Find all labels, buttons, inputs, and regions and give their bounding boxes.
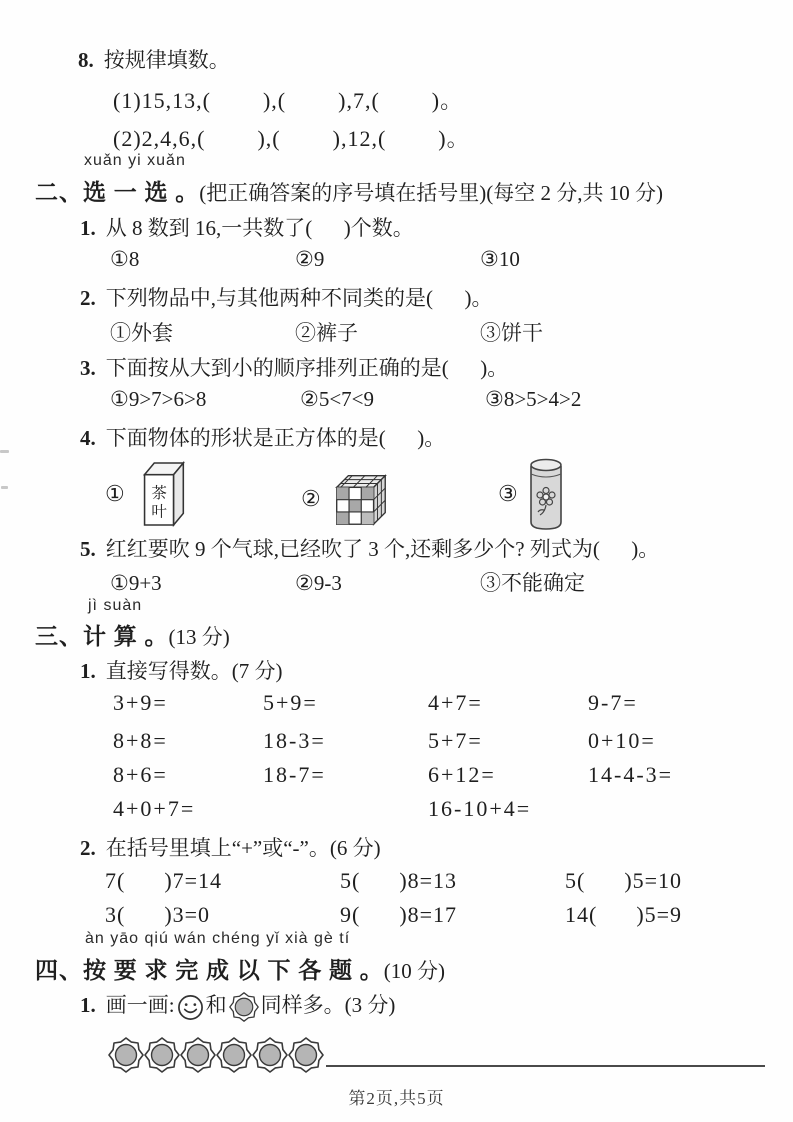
option-3: ③10 — [480, 247, 520, 271]
question-text-middle: 和 — [205, 993, 227, 1017]
question-number: 2. — [80, 836, 96, 860]
question-number: 1. — [80, 659, 96, 683]
question-8-line-1: (1)15,13,( ),( ),7,( )。 — [113, 88, 464, 113]
fill-row-1 — [105, 868, 682, 894]
calc-item: 4+0+7= — [113, 796, 196, 821]
option-2: ②5<7<9 — [300, 387, 375, 411]
section-2-pinyin: xuǎn yi xuǎn — [84, 152, 186, 169]
section-3-title: 三、计 算 。 — [35, 624, 169, 649]
question-text: 下列物品中,与其他两种不同类的是( )。 — [105, 286, 493, 310]
figure-option-1 — [105, 454, 301, 534]
figure-option-3 — [498, 454, 568, 534]
option-1: ①9+3 — [110, 571, 162, 595]
option-2: ②9-3 — [295, 571, 342, 595]
scan-artifact — [0, 450, 9, 453]
calc-item: 18-3= — [263, 728, 326, 753]
question-8-number: 8. — [78, 48, 94, 72]
question-text: 下面物体的形状是正方体的是( )。 — [105, 426, 446, 450]
question-8-title: 按规律填数。 — [103, 48, 230, 72]
calc-item: 5+7= — [428, 728, 483, 753]
section-3-header — [35, 618, 230, 651]
calc-item: 4+7= — [428, 690, 483, 715]
section-4-title: 四、按 要 求 完 成 以 下 各 题 。 — [35, 958, 384, 983]
option-2: ②裤子 — [295, 321, 358, 345]
section-2-header — [35, 174, 663, 207]
calc-item: 8+6= — [113, 762, 168, 787]
question-s2-2-options — [110, 317, 543, 347]
calc-item: 8+8= — [113, 728, 168, 753]
question-text-after: 同样多。(3 分) — [260, 993, 396, 1017]
question-8-line-2: (2)2,4,6,( ),( ),12,( )。 — [113, 126, 470, 151]
question-s3-2 — [80, 832, 381, 862]
section-2-note: (把正确答案的序号填在括号里)(每空 2 分,共 10 分) — [199, 181, 663, 205]
calc-row-4 — [113, 796, 588, 822]
badge-row — [108, 1036, 765, 1074]
figure-label-3: ③ — [498, 481, 518, 506]
smiley-icon — [177, 994, 204, 1021]
calc-item: 14-4-3= — [588, 762, 674, 787]
figure-label-2: ② — [301, 486, 321, 511]
question-8 — [78, 44, 230, 74]
question-number: 2. — [80, 286, 96, 310]
tea-box-icon — [131, 454, 193, 534]
option-3: ③饼干 — [480, 321, 543, 345]
fill-item: 14( )5=9 — [565, 902, 683, 927]
question-s2-5-options — [110, 567, 585, 597]
question-number: 1. — [80, 993, 96, 1017]
section-4-pinyin: àn yāo qiú wán chéng yǐ xià gè tí — [85, 930, 351, 947]
calc-item: 9-7= — [588, 690, 638, 715]
badge-row-icons — [108, 1036, 324, 1074]
badge-icon — [288, 1036, 324, 1074]
question-text: 从 8 数到 16,一共数了( )个数。 — [105, 216, 414, 240]
fill-item: 3( )3=0 — [105, 902, 211, 927]
figure-label-1: ① — [105, 481, 125, 506]
question-s2-4-figures — [105, 448, 568, 534]
page-footer: 第2页,共5页 — [348, 1089, 445, 1108]
question-text: 红红要吹 9 个气球,已经吹了 3 个,还剩多少个? 列式为( )。 — [105, 537, 660, 561]
badge-icon — [229, 991, 259, 1023]
question-s3-1 — [80, 655, 283, 685]
rubiks-cube-icon — [327, 464, 393, 534]
option-3: ③不能确定 — [480, 571, 585, 595]
badge-icon — [252, 1036, 288, 1074]
question-s2-3-options — [110, 387, 581, 412]
calc-row-2 — [113, 728, 656, 754]
badge-icon — [144, 1036, 180, 1074]
fill-item: 7( )7=14 — [105, 868, 223, 893]
calc-row-1 — [113, 690, 638, 716]
fill-row-2 — [105, 902, 682, 928]
jar-icon — [524, 454, 568, 534]
option-1: ①9>7>6>8 — [110, 387, 207, 411]
badge-icon — [180, 1036, 216, 1074]
calc-item: 18-7= — [263, 762, 326, 787]
figure-option-2 — [301, 464, 498, 534]
question-s2-1-options — [110, 247, 520, 272]
calc-item: 0+10= — [588, 728, 656, 753]
svg-text:茶: 茶 — [151, 484, 167, 502]
fill-item: 9( )8=17 — [340, 902, 458, 927]
option-1: ①8 — [110, 247, 140, 271]
question-title: 直接写得数。(7 分) — [105, 659, 283, 683]
calc-item: 5+9= — [263, 690, 318, 715]
fill-item: 5( )5=10 — [565, 868, 683, 893]
question-number: 5. — [80, 537, 96, 561]
calc-item: 3+9= — [113, 690, 168, 715]
question-number: 4. — [80, 426, 96, 450]
calc-item: 6+12= — [428, 762, 496, 787]
question-number: 3. — [80, 356, 96, 380]
question-s4-1 — [80, 989, 395, 1023]
answer-line — [326, 1065, 765, 1067]
option-1: ①外套 — [110, 321, 173, 345]
option-2: ②9 — [295, 247, 325, 271]
question-s2-1 — [80, 212, 414, 242]
question-s2-3 — [80, 352, 508, 382]
question-s2-2 — [80, 282, 493, 312]
scan-artifact — [1, 486, 8, 489]
question-number: 1. — [80, 216, 96, 240]
section-3-pinyin: jì suàn — [88, 597, 143, 614]
question-title: 在括号里填上“+”或“-”。(6 分) — [105, 836, 381, 860]
badge-icon — [108, 1036, 144, 1074]
section-2-title: 二、选 一 选 。 — [35, 180, 200, 205]
section-3-note: (13 分) — [168, 625, 230, 649]
option-3: ③8>5>4>2 — [485, 387, 582, 411]
question-s2-5 — [80, 533, 659, 563]
svg-text:叶: 叶 — [151, 503, 167, 521]
calc-row-3 — [113, 762, 673, 788]
section-4-header — [35, 952, 445, 985]
question-text: 下面按从大到小的顺序排列正确的是( )。 — [105, 356, 509, 380]
question-text-before: 画一画: — [105, 993, 175, 1017]
calc-item: 16-10+4= — [428, 796, 532, 821]
badge-icon — [216, 1036, 252, 1074]
fill-item: 5( )8=13 — [340, 868, 458, 893]
section-4-note: (10 分) — [383, 959, 445, 983]
